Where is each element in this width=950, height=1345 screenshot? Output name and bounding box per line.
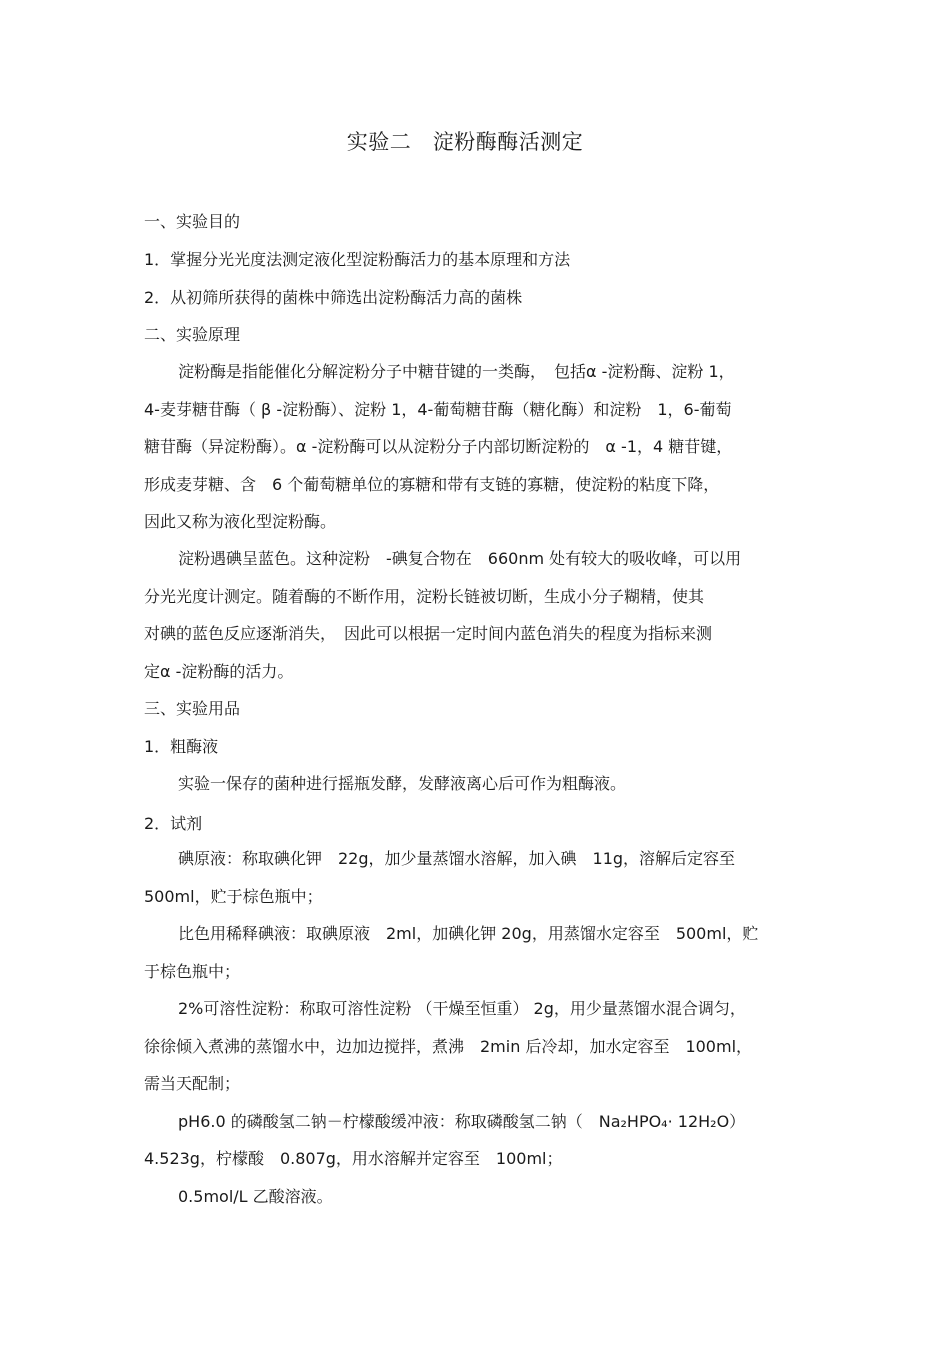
principle-text-line: 形成麦芽糖、含 6 个葡萄糖单位的寡糖和带有支链的寡糖，使淀粉的粘度下降，	[144, 475, 720, 494]
principle-text-line: 定α -淀粉酶的活力。	[144, 662, 294, 681]
reagent-text-line: pH6.0 的磷酸氢二钠－柠檬酸缓冲液：称取磷酸氢二钠（ Na₂HPO₄· 12H₂O）	[178, 1112, 746, 1131]
principle-text-line: 淀粉遇碘呈蓝色。这种淀粉 -碘复合物在 660nm 处有较大的吸收峰，可以用	[178, 549, 742, 568]
reagent-text-line: 徐徐倾入煮沸的蒸馏水中，边加边搅拌，煮沸 2min 后冷却，加水定容至 100ml，	[144, 1037, 753, 1056]
materials-item-1: 1．粗酶液	[144, 737, 219, 756]
principle-text-line: 4-麦芽糖苷酶（ β -淀粉酶）、淀粉 1，4-葡萄糖苷酶（糖化酶）和淀粉 1，6-葡萄	[144, 400, 732, 419]
purpose-item-2: 2．从初筛所获得的菌株中筛选出淀粉酶活力高的菌株	[144, 288, 523, 307]
reagent-text-line: 碘原液：称取碘化钾 22g，加少量蒸馏水溶解，加入碘 11g，溶解后定容至	[178, 849, 736, 868]
reagent-text-line: 500ml，贮于棕色瓶中；	[144, 887, 323, 906]
reagent-text-line: 需当天配制；	[144, 1074, 241, 1093]
section-heading-purpose: 一、实验目的	[144, 212, 241, 231]
reagent-text-line: 2%可溶性淀粉：称取可溶性淀粉 （干燥至恒重） 2g，用少量蒸馏水混合调匀，	[178, 999, 746, 1018]
page-title: 实验二 淀粉酶酶活测定	[346, 130, 584, 154]
purpose-item-1: 1．掌握分光光度法测定液化型淀粉酶活力的基本原理和方法	[144, 250, 571, 269]
principle-text-line: 因此又称为液化型淀粉酶。	[144, 512, 337, 531]
reagent-text-line: 于棕色瓶中；	[144, 962, 241, 981]
reagent-text-line: 4.523g，柠檬酸 0.807g，用水溶解并定容至 100ml；	[144, 1149, 563, 1168]
principle-text-line: 分光光度计测定。随着酶的不断作用，淀粉长链被切断，生成小分子糊精，使其	[144, 587, 705, 606]
principle-text-line: 淀粉酶是指能催化分解淀粉分子中糖苷键的一类酶， 包括α -淀粉酶、淀粉 1，	[178, 362, 735, 381]
section-heading-principle: 二、实验原理	[144, 325, 241, 344]
materials-item-2: 2．试剂	[144, 814, 203, 833]
principle-text-line: 糖苷酶（异淀粉酶）。α -淀粉酶可以从淀粉分子内部切断淀粉的 α -1，4 糖苷键，	[144, 437, 733, 456]
principle-text-line: 对碘的蓝色反应逐渐消失， 因此可以根据一定时间内蓝色消失的程度为指标来测	[144, 624, 713, 643]
reagent-text-line: 0.5mol/L 乙酸溶液。	[178, 1187, 333, 1206]
reagent-text-line: 比色用稀释碘液：取碘原液 2ml，加碘化钾 20g，用蒸馏水定容至 500ml，贮	[178, 924, 759, 943]
section-heading-materials: 三、实验用品	[144, 699, 241, 718]
materials-text-line: 实验一保存的菌种进行摇瓶发酵，发酵液离心后可作为粗酶液。	[178, 774, 627, 793]
